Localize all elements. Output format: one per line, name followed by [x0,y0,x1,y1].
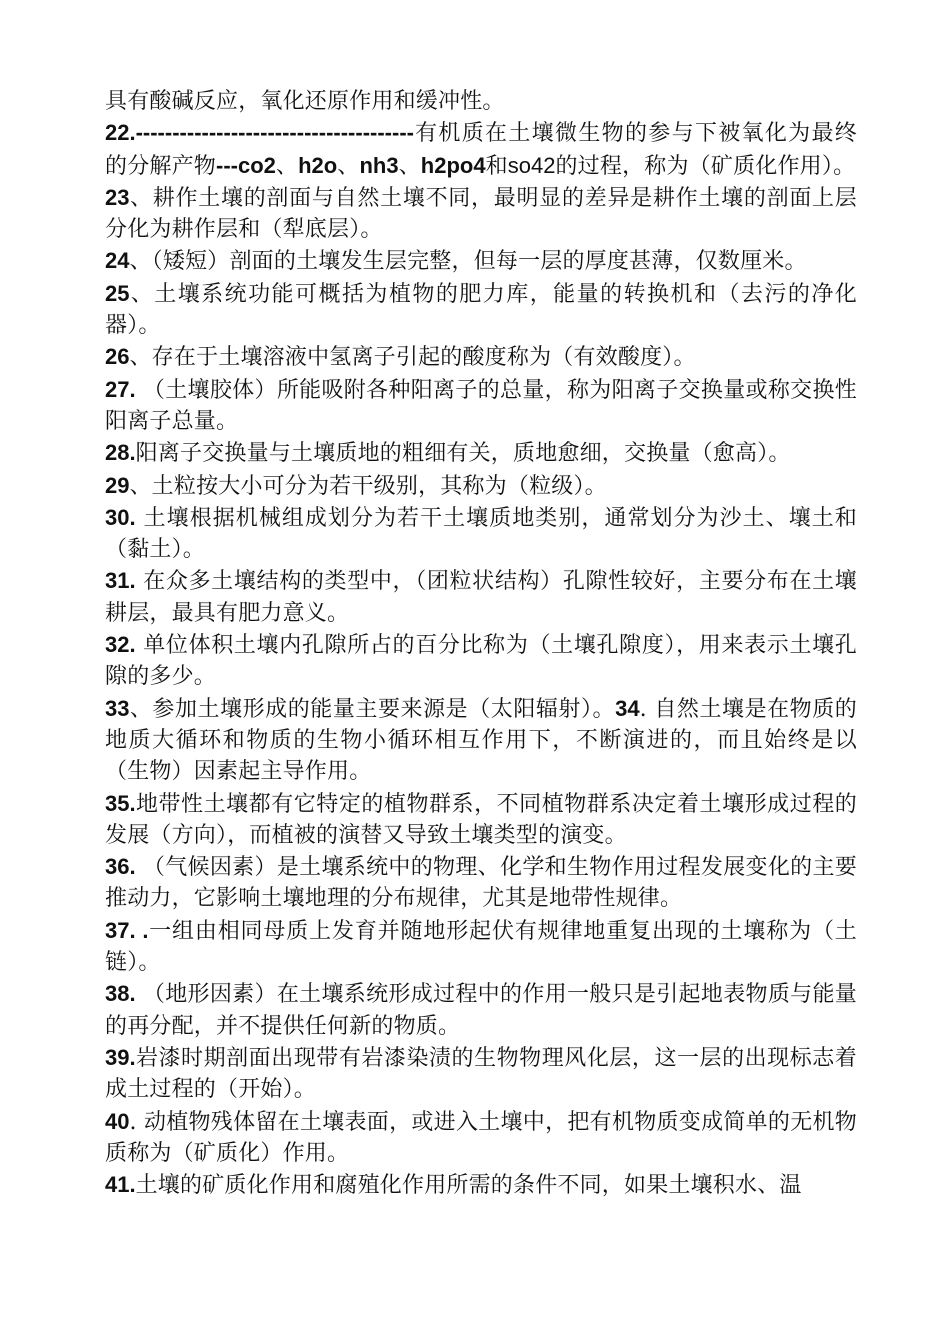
item-number: 25 [105,280,130,306]
paragraph-text: （气候因素）是土壤系统中的物理、化学和生物作用过程发展变化的主要推动力，它影响土壤地理的分布规律，尤其是地带性规律。 [105,855,857,912]
paragraph-text: 一组由相同母质上发育并随地形起伏有规律地重复出现的土壤称为（土链）。 [105,918,857,976]
item-number: so42 [507,152,556,178]
paragraph-text: 地带性土壤都有它特定的植物群系，不同植物群系决定着土壤形成过程的发展（方向），而植被的演替又导致土壤类型的演变。 [105,791,857,848]
paragraph-text: . 动植物残体留在土壤表面，或进入土壤中，把有机物质变成简单的无机物质称为（矿质化）作用。 [105,1109,857,1166]
paragraph-text: 、参加土壤形成的能量主要来源是（太阳辐射）。 [129,696,616,722]
paragraph-text: （土壤胶体）所能吸附各种阳离子的总量，称为阳离子交换量或称交换性阳离子总量。 [105,377,857,434]
paragraph-text: （地形因素）在土壤系统形成过程中的作用一般只是引起地表物质与能量的再分配，并不提供任何新的物质。 [105,982,857,1039]
item-number: 34 [615,695,640,721]
item-number: h2o [298,152,338,178]
paragraph [105,245,857,277]
paragraph-text: 、 [398,153,421,179]
item-number: 39. [105,1044,136,1070]
paragraph-text: 有机质在土壤微生物的参与下被氧化为最终的分解产物 [105,121,857,179]
paragraph-text: 、土壤系统功能可概括为植物的肥力库，能量的转换机和（去污的净化器）。 [105,281,857,339]
paragraph-text: 和 [485,153,508,179]
item-number: 28. [105,440,136,466]
paragraph-text: 、土粒按大小可分为若干级别，其称为（粒级）。 [129,473,607,499]
item-number: 26 [105,344,130,370]
paragraph [105,1106,857,1170]
item-number: 27. [105,376,136,402]
paragraph [105,1042,857,1106]
item-number: 35. [105,790,136,816]
item-number: 30. [105,504,136,530]
item-number: 29 [105,472,130,498]
item-number: 31. [105,568,136,594]
paragraph-text: 、 [337,153,360,179]
item-number: ---co2 [216,152,276,178]
item-number: 38. [105,981,136,1007]
paragraph [105,629,857,693]
paragraph [105,86,857,117]
paragraph [105,374,857,438]
paragraph-text: 阳离子交换量与土壤质地的粗细有关，质地愈细，交换量（愈高）。 [135,441,791,467]
paragraph-text: . 自然土壤是在物质的地质大循环和物质的生物小循环相互作用下，不断演进的，而且始终是以（生物）因素起主导作用。 [105,696,857,785]
paragraph-text: 、存在于土壤溶液中氢离子引起的酸度称为（有效酸度）。 [129,345,696,371]
paragraph-text: 、 [275,153,299,179]
item-number: 37. . [105,917,149,943]
paragraph [105,788,857,852]
paragraph [105,117,857,182]
item-number: nh3 [359,152,399,178]
paragraph-text: 单位体积土壤内孔隙所占的百分比称为（土壤孔隙度），用来表示土壤孔隙的多少。 [105,633,857,690]
item-number: 22.-------------------------------------- [105,120,414,146]
paragraph [105,565,857,629]
paragraph [105,693,857,788]
paragraph [105,978,857,1042]
document-body [105,86,857,1201]
item-number: 33 [105,695,130,721]
item-number: 32. [105,632,136,658]
paragraph-text: 在众多土壤结构的类型中，（团粒状结构）孔隙性较好，主要分布在土壤耕层，最具有肥力意义。 [105,569,857,626]
item-number: 41. [105,1172,136,1198]
paragraph [105,182,857,246]
paragraph [105,470,857,502]
paragraph-text: 、（矮短）剖面的土壤发生层完整，但每一层的厚度甚薄，仅数厘米。 [129,249,807,275]
paragraph [105,851,857,915]
paragraph-text: 、耕作土壤的剖面与自然土壤不同，最明显的差异是耕作土壤的剖面上层分化为耕作层和（犁底层）。 [105,185,857,243]
item-number: h2po4 [420,152,486,178]
paragraph [105,1169,857,1201]
paragraph [105,502,857,566]
paragraph-text: 具有酸碱反应，氧化还原作用和缓冲性。 [105,89,505,114]
item-number: 40 [105,1108,130,1134]
paragraph-text: 岩漆时期剖面出现带有岩漆染渍的生物物理风化层，这一层的出现标志着成土过程的（开始）。 [105,1045,857,1103]
item-number: 23 [105,184,130,210]
paragraph [105,278,857,342]
paragraph [105,915,857,979]
paragraph-text: 的过程，称为（矿质化作用）。 [555,153,856,179]
paragraph [105,437,857,469]
item-number: 36. [105,854,136,880]
paragraph-text: 土壤的矿质化作用和腐殖化作用所需的条件不同，如果土壤积水、温 [135,1173,802,1199]
paragraph-text: 土壤根据机械组成划分为若干土壤质地类别，通常划分为沙土、壤土和（黏土）。 [105,505,857,563]
paragraph [105,341,857,373]
item-number: 24 [105,248,130,274]
